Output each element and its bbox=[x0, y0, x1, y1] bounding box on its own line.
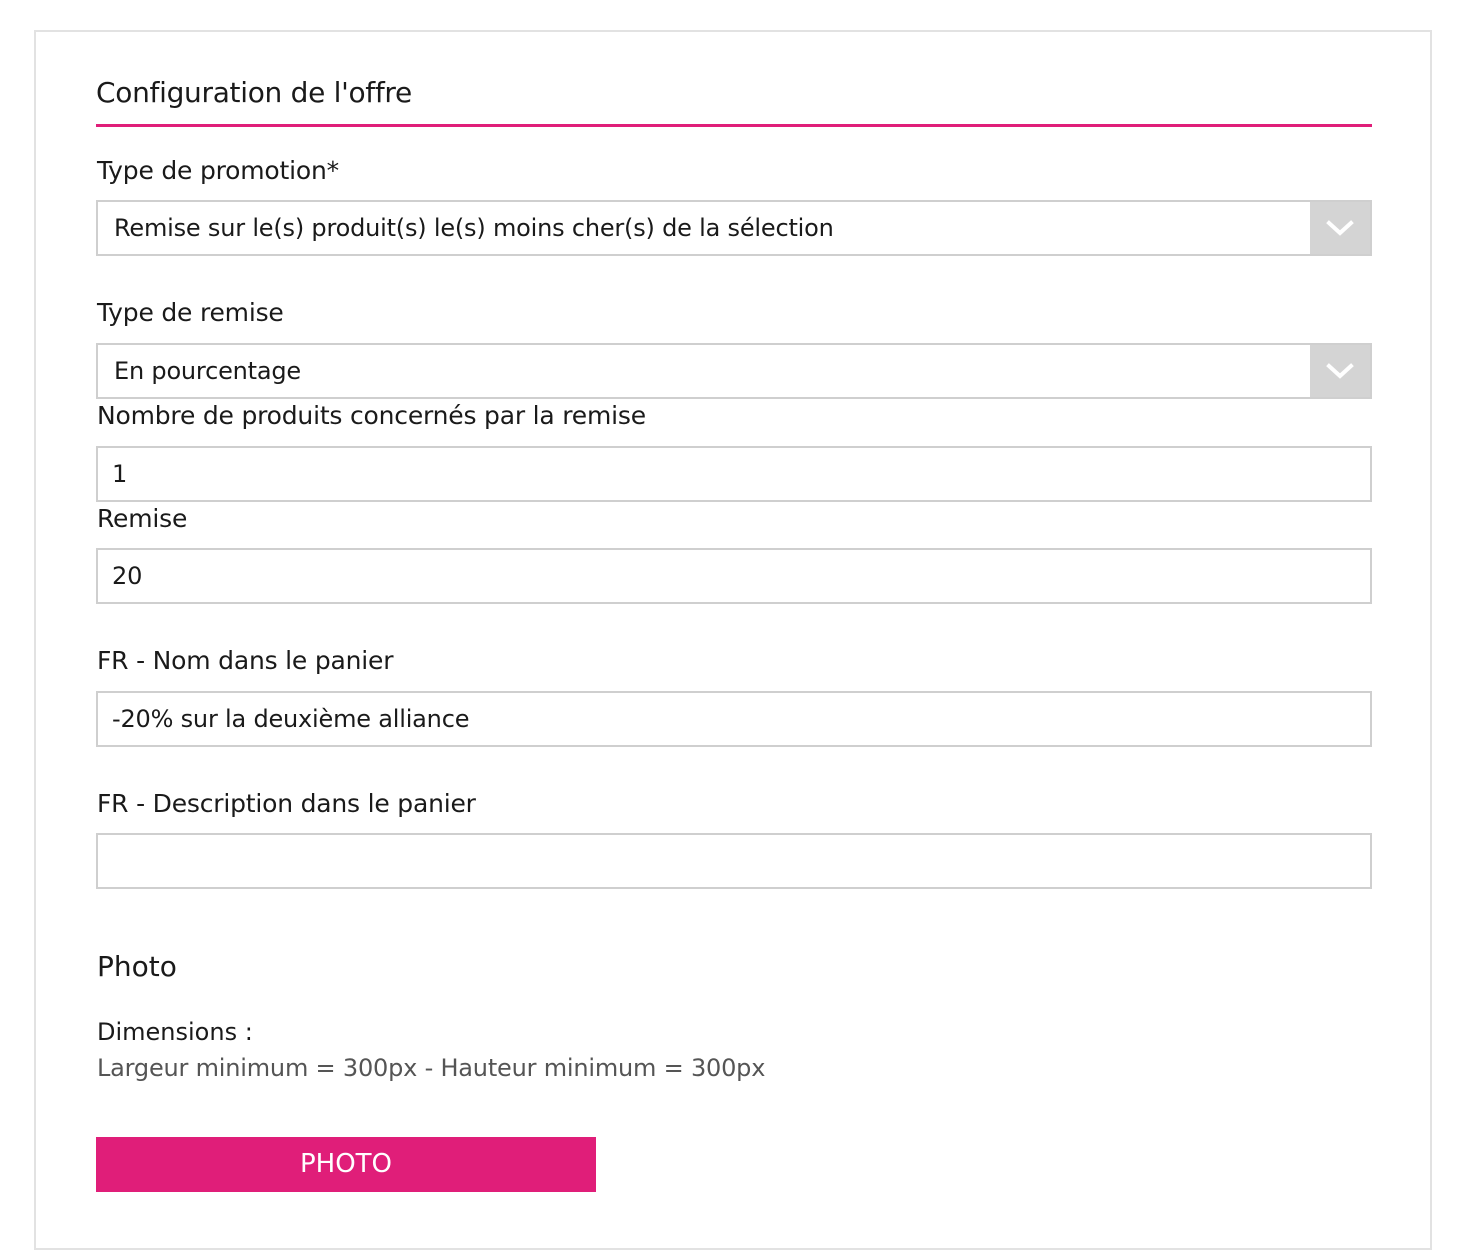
promotion-type-dropdown-button[interactable] bbox=[1310, 202, 1370, 254]
promotion-type-selected: Remise sur le(s) produit(s) le(s) moins cher(s) de la sélection bbox=[114, 214, 834, 242]
discount-label: Remise bbox=[97, 504, 188, 533]
discount-type-dropdown-button[interactable] bbox=[1310, 345, 1370, 397]
chevron-down-icon bbox=[1326, 359, 1354, 383]
discount-field[interactable] bbox=[96, 548, 1372, 604]
photo-section-title: Photo bbox=[97, 950, 177, 983]
section-title: Configuration de l'offre bbox=[96, 76, 412, 109]
product-count-field[interactable] bbox=[96, 446, 1372, 502]
promotion-type-select[interactable] bbox=[96, 200, 1372, 256]
discount-input[interactable] bbox=[98, 550, 1370, 602]
cart-description-input[interactable] bbox=[98, 835, 1370, 887]
promotion-type-label: Type de promotion* bbox=[97, 156, 339, 185]
photo-dimensions-value: Largeur minimum = 300px - Hauteur minimum = 300px bbox=[97, 1054, 766, 1082]
discount-type-label: Type de remise bbox=[97, 298, 284, 327]
cart-name-label: FR - Nom dans le panier bbox=[97, 646, 394, 675]
cart-name-field[interactable] bbox=[96, 691, 1372, 747]
chevron-down-icon bbox=[1326, 216, 1354, 240]
product-count-label: Nombre de produits concernés par la remise bbox=[97, 401, 646, 430]
discount-type-selected: En pourcentage bbox=[114, 357, 301, 385]
cart-description-label: FR - Description dans le panier bbox=[97, 789, 476, 818]
photo-dimensions-label: Dimensions : bbox=[97, 1018, 253, 1046]
cart-description-field[interactable] bbox=[96, 833, 1372, 889]
discount-type-select[interactable] bbox=[96, 343, 1372, 399]
title-divider bbox=[96, 124, 1372, 127]
photo-upload-button[interactable]: PHOTO bbox=[96, 1137, 596, 1192]
cart-name-input[interactable] bbox=[98, 693, 1370, 745]
product-count-input[interactable] bbox=[98, 448, 1370, 500]
